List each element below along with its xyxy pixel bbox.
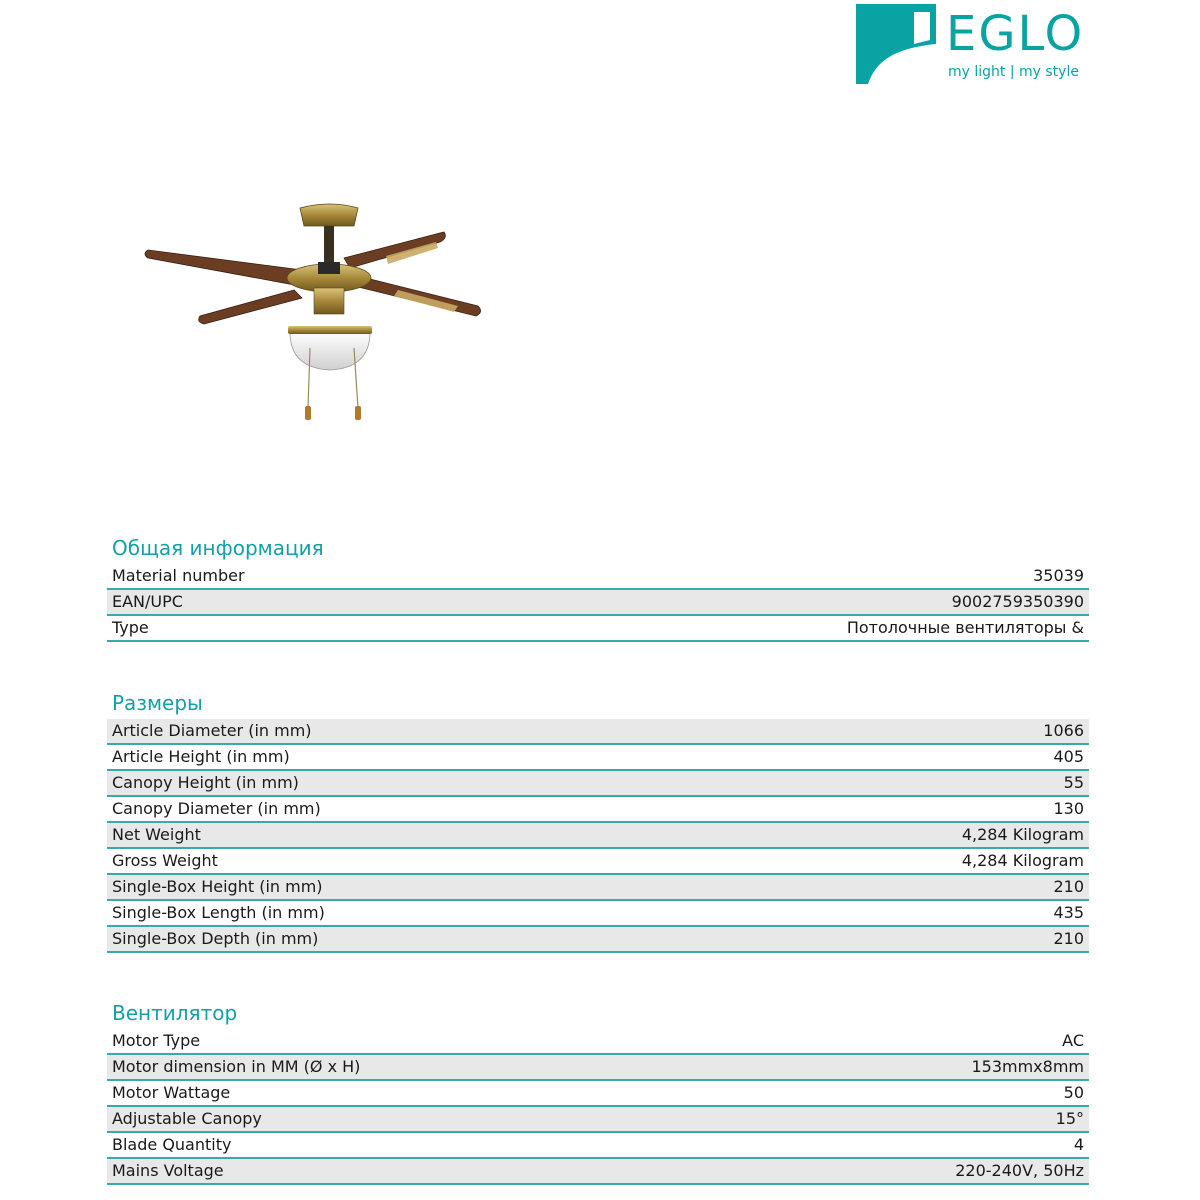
row-value: 15° bbox=[1055, 1109, 1084, 1128]
row-value: 220-240V, 50Hz bbox=[955, 1161, 1084, 1180]
row-value: 9002759350390 bbox=[951, 592, 1084, 611]
row-value: 210 bbox=[1053, 877, 1084, 896]
row-label: Canopy Height (in mm) bbox=[112, 773, 299, 792]
row-value: 4,284 Kilogram bbox=[961, 851, 1084, 870]
table-row bbox=[107, 797, 1089, 823]
table-row bbox=[107, 849, 1089, 875]
row-label: Motor Wattage bbox=[112, 1083, 231, 1102]
row-label: EAN/UPC bbox=[112, 592, 183, 611]
section-title: Размеры bbox=[112, 691, 203, 715]
row-label: Single-Box Height (in mm) bbox=[112, 877, 323, 896]
table-row bbox=[107, 1133, 1089, 1159]
row-value: 405 bbox=[1053, 747, 1084, 766]
section-general-info bbox=[107, 532, 1089, 642]
table-row bbox=[107, 1159, 1089, 1185]
row-value: 4,284 Kilogram bbox=[961, 825, 1084, 844]
row-label: Net Weight bbox=[112, 825, 201, 844]
product-image bbox=[140, 198, 490, 428]
section-title: Общая информация bbox=[112, 536, 324, 560]
row-label: Mains Voltage bbox=[112, 1161, 224, 1180]
brand-logo bbox=[856, 4, 1096, 84]
row-label: Canopy Diameter (in mm) bbox=[112, 799, 321, 818]
row-label: Type bbox=[112, 618, 149, 637]
row-label: Single-Box Depth (in mm) bbox=[112, 929, 319, 948]
row-label: Motor dimension in MM (Ø x H) bbox=[112, 1057, 361, 1076]
row-label: Gross Weight bbox=[112, 851, 218, 870]
table-row bbox=[107, 901, 1089, 927]
table-row bbox=[107, 719, 1089, 745]
row-label: Blade Quantity bbox=[112, 1135, 232, 1154]
row-value: 130 bbox=[1053, 799, 1084, 818]
brand-tagline: my light | my style bbox=[948, 64, 1079, 80]
table-row bbox=[107, 927, 1089, 953]
row-label: Motor Type bbox=[112, 1031, 201, 1050]
table-row bbox=[107, 616, 1089, 642]
table-row bbox=[107, 823, 1089, 849]
eglo-logo-icon bbox=[856, 4, 936, 84]
row-value: 35039 bbox=[1033, 566, 1084, 585]
row-label: Article Height (in mm) bbox=[112, 747, 290, 766]
row-label: Adjustable Canopy bbox=[112, 1109, 262, 1128]
brand-name: EGLO bbox=[946, 6, 1085, 62]
table-row bbox=[107, 1081, 1089, 1107]
section-title: Вентилятор bbox=[112, 1001, 238, 1025]
row-value: Потолочные вентиляторы & bbox=[846, 618, 1084, 637]
table-row bbox=[107, 875, 1089, 901]
row-value: 435 bbox=[1053, 903, 1084, 922]
row-value: 1066 bbox=[1043, 721, 1084, 740]
section-fan bbox=[107, 997, 1089, 1185]
table-row bbox=[107, 590, 1089, 616]
row-label: Single-Box Length (in mm) bbox=[112, 903, 325, 922]
table-row bbox=[107, 771, 1089, 797]
row-value: 153mmx8mm bbox=[971, 1057, 1084, 1076]
table-row bbox=[107, 1029, 1089, 1055]
row-label: Article Diameter (in mm) bbox=[112, 721, 312, 740]
section-dimensions bbox=[107, 687, 1089, 953]
row-value: 50 bbox=[1063, 1083, 1084, 1102]
row-value: 55 bbox=[1063, 773, 1084, 792]
table-row bbox=[107, 564, 1089, 590]
row-label: Material number bbox=[112, 566, 245, 585]
row-value: AC bbox=[1062, 1031, 1084, 1050]
table-row bbox=[107, 1107, 1089, 1133]
table-row bbox=[107, 745, 1089, 771]
row-value: 210 bbox=[1053, 929, 1084, 948]
table-row bbox=[107, 1055, 1089, 1081]
row-value: 4 bbox=[1073, 1135, 1084, 1154]
